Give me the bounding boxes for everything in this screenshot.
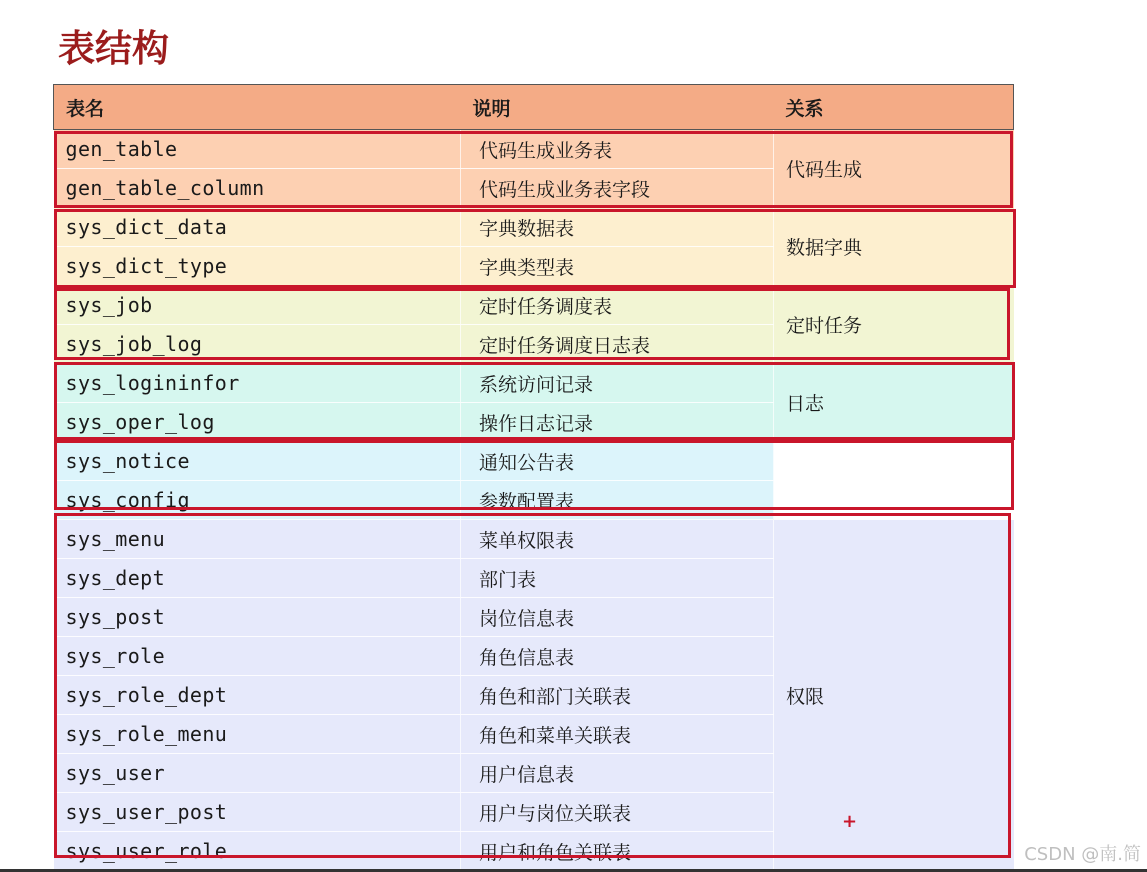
description-cell: 岗位信息表 <box>461 598 774 637</box>
description-cell: 用户和角色关联表 <box>461 832 774 871</box>
table-name-cell: sys_role_menu <box>54 715 461 754</box>
description-cell: 菜单权限表 <box>461 520 774 559</box>
relation-cell: 代码生成 <box>774 130 1014 208</box>
description-cell: 用户信息表 <box>461 754 774 793</box>
table-row <box>54 130 1014 169</box>
table-header-row <box>54 85 1014 130</box>
table-name-cell: sys_user <box>54 754 461 793</box>
header-table-name: 表名 <box>54 85 461 130</box>
relation-cell <box>774 442 1014 520</box>
table-name-cell: sys_user_role <box>54 832 461 871</box>
table-name-cell: sys_dict_type <box>54 247 461 286</box>
table-name-cell: sys_job_log <box>54 325 461 364</box>
schema-table <box>53 84 1014 871</box>
table-name-cell: sys_role_dept <box>54 676 461 715</box>
description-cell: 参数配置表 <box>461 481 774 520</box>
plus-mark: + <box>842 811 858 832</box>
table-name-cell: gen_table <box>54 130 461 169</box>
table-row <box>54 208 1014 247</box>
relation-cell: 日志 <box>774 364 1014 442</box>
table-name-cell: sys_dict_data <box>54 208 461 247</box>
table-row <box>54 364 1014 403</box>
table-name-cell: sys_menu <box>54 520 461 559</box>
relation-cell: 定时任务 <box>774 286 1014 364</box>
description-cell: 定时任务调度表 <box>461 286 774 325</box>
description-cell: 定时任务调度日志表 <box>461 325 774 364</box>
description-cell: 系统访问记录 <box>461 364 774 403</box>
table-row <box>54 442 1014 481</box>
description-cell: 用户与岗位关联表 <box>461 793 774 832</box>
table-name-cell: sys_logininfor <box>54 364 461 403</box>
table-name-cell: sys_job <box>54 286 461 325</box>
relation-cell: 数据字典 <box>774 208 1014 286</box>
table-name-cell: sys_user_post <box>54 793 461 832</box>
description-cell: 角色和菜单关联表 <box>461 715 774 754</box>
description-cell: 角色信息表 <box>461 637 774 676</box>
description-cell: 字典数据表 <box>461 208 774 247</box>
table-name-cell: sys_oper_log <box>54 403 461 442</box>
description-cell: 通知公告表 <box>461 442 774 481</box>
table-name-cell: sys_role <box>54 637 461 676</box>
header-description: 说明 <box>461 85 774 130</box>
table-name-cell: gen_table_column <box>54 169 461 208</box>
header-relation: 关系 <box>774 85 1014 130</box>
table-name-cell: sys_post <box>54 598 461 637</box>
description-cell: 代码生成业务表字段 <box>461 169 774 208</box>
page-title: 表结构 <box>58 27 169 70</box>
table-row <box>54 286 1014 325</box>
description-cell: 操作日志记录 <box>461 403 774 442</box>
description-cell: 角色和部门关联表 <box>461 676 774 715</box>
table-structure <box>53 84 1013 871</box>
table-name-cell: sys_notice <box>54 442 461 481</box>
description-cell: 字典类型表 <box>461 247 774 286</box>
relation-cell: 权限 <box>774 520 1014 871</box>
watermark: CSDN @南.简 <box>1024 844 1141 865</box>
description-cell: 代码生成业务表 <box>461 130 774 169</box>
table-name-cell: sys_config <box>54 481 461 520</box>
table-name-cell: sys_dept <box>54 559 461 598</box>
description-cell: 部门表 <box>461 559 774 598</box>
table-row <box>54 520 1014 559</box>
